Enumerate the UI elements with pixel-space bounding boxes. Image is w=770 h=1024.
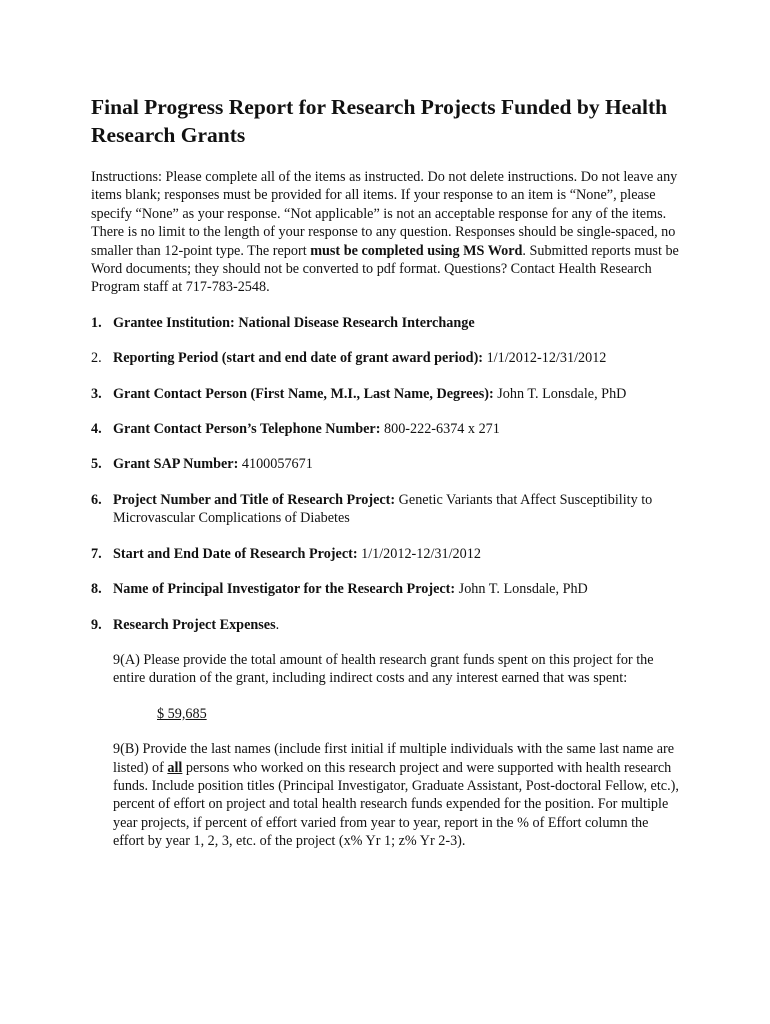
item-number: 8. bbox=[91, 581, 102, 598]
item-value: Genetic Variants that Affect Susceptibility to Microvascular Complications of Diabetes bbox=[113, 491, 653, 527]
item-label: Grantee Institution: National Disease Research Interchange bbox=[113, 314, 475, 331]
instructions-emphasis: must be completed using MS Word bbox=[310, 242, 523, 259]
item-number: 1. bbox=[91, 314, 102, 331]
item-value: John T. Lonsdale, PhD bbox=[493, 385, 627, 402]
item-value: 800-222-6374 x 271 bbox=[380, 421, 500, 438]
item-value: 1/1/2012-12/31/2012 bbox=[483, 350, 607, 367]
item-project-title bbox=[91, 491, 681, 528]
item-label: Grant SAP Number: bbox=[113, 456, 239, 473]
item-number: 7. bbox=[91, 545, 102, 562]
item-grant-sap-number bbox=[91, 455, 681, 473]
section-9b-part1: 9(B) Provide the last names (include first initial if multiple individuals with the same last name are listed) of bbox=[113, 741, 675, 776]
section-9b-emphasis: all bbox=[167, 759, 183, 776]
item-label: Research Project Expenses bbox=[113, 616, 276, 633]
item-value: John T. Lonsdale, PhD bbox=[455, 581, 588, 598]
item-number: 2. bbox=[91, 350, 102, 367]
item-project-expenses bbox=[91, 616, 681, 634]
item-value: 4100057671 bbox=[238, 456, 313, 473]
item-reporting-period bbox=[91, 349, 681, 367]
total-funds-amount: $ 59,685 bbox=[157, 705, 207, 722]
item-label: Project Number and Title of Research Project: bbox=[113, 491, 396, 508]
document-page bbox=[91, 93, 681, 868]
item-number: 6. bbox=[91, 491, 102, 508]
item-number: 5. bbox=[91, 456, 102, 473]
item-label: Start and End Date of Research Project: bbox=[113, 545, 358, 562]
section-9b-part2: persons who worked on this research project and were supported with health research funds. Include position titles (Principal Investigator, Graduate Assistant, Post-doctoral Fellow, etc.), percent of effort on project and total health research funds expended for the position. For multiple year projects, if percent of effort varied from year to year, report in the % of Effort column the effort by year 1, 2, 3, etc. of the project (x% Yr 1; z% Yr 2-3). bbox=[113, 759, 679, 850]
item-contact-telephone bbox=[91, 420, 681, 438]
instructions-paragraph bbox=[91, 168, 681, 297]
item-number: 4. bbox=[91, 421, 102, 438]
section-9a-text: 9(A) Please provide the total amount of health research grant funds spent on this project for the entire duration of the grant, including indirect costs and any interest earned that was spent: bbox=[113, 651, 654, 687]
item-value: 1/1/2012-12/31/2012 bbox=[357, 545, 481, 562]
item-project-dates bbox=[91, 545, 681, 563]
section-9b-text bbox=[113, 740, 681, 850]
instructions-text-continued: . Submitted reports must be Word documents; they should not be converted to pdf format. Questions? Contact Health Research Program staff at 717-783-2548. bbox=[91, 242, 679, 296]
item-grant-contact-person bbox=[91, 385, 681, 403]
instructions-text: Instructions: Please complete all of the items as instructed. Do not delete instructions. Do not leave any items blank; responses must be provided for all items. If your response to an item is “None”, please specify “None” as your response. “Not applicable” is not an acceptable response for any of the items. There is no limit to the length of your response to any question. Responses should be single-spaced, no smaller than 12-point type. The report bbox=[91, 169, 678, 259]
item-principal-investigator bbox=[91, 580, 681, 598]
item-label: Grant Contact Person’s Telephone Number: bbox=[113, 421, 381, 438]
report-title: Final Progress Report for Research Projects Funded by Health Research Grants bbox=[91, 95, 668, 147]
item-value: . bbox=[275, 616, 280, 633]
item-grantee-institution bbox=[91, 314, 681, 332]
item-label: Grant Contact Person (First Name, M.I., Last Name, Degrees): bbox=[113, 385, 494, 402]
item-number: 9. bbox=[91, 616, 102, 633]
item-number: 3. bbox=[91, 385, 102, 402]
item-label: Name of Principal Investigator for the Research Project: bbox=[113, 581, 456, 598]
item-label: Reporting Period (start and end date of grant award period): bbox=[113, 350, 484, 367]
